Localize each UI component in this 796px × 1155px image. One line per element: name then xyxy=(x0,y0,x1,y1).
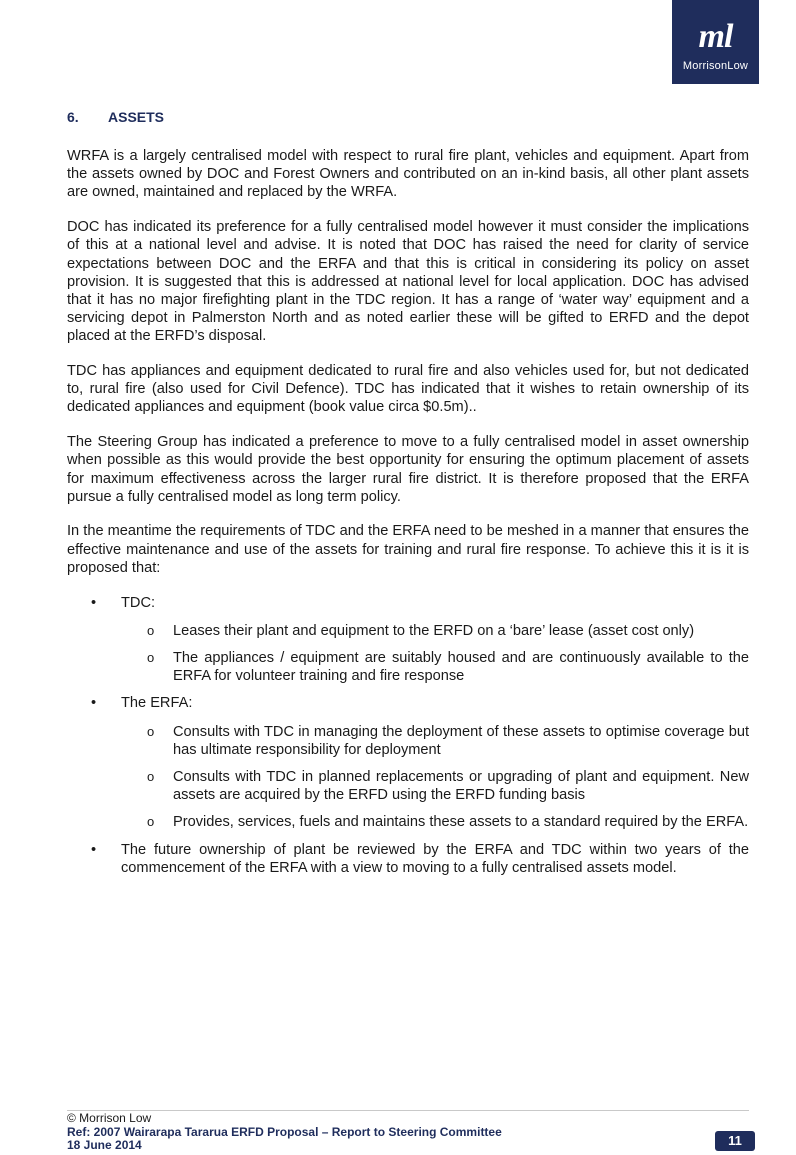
section-title: ASSETS xyxy=(108,109,165,125)
circle-bullet-icon: o xyxy=(147,649,155,665)
footer-copyright: © Morrison Low xyxy=(67,1111,152,1125)
bullet-icon: • xyxy=(91,695,97,712)
list-item-label: TDC: xyxy=(121,594,156,611)
paragraph: The Steering Group has indicated a preference to move to a fully centralised model in asset ownership when possible as this would provide the best opportunity for ensuring the optimum placement of assets for maximum effectiveness across the larger rural fire district. It is therefore proposed that the ERFA pursue a fully centralised model as long term policy. xyxy=(67,434,749,505)
paragraph: TDC has appliances and equipment dedicated to rural fire and also vehicles used for, but not dedicated to, rural fire (also used for Civil Defence). TDC has indicated that it wishes to retain ownership of its dedicated appliances and equipment (book value circa $0.5m).. xyxy=(67,363,749,416)
circle-bullet-icon: o xyxy=(147,723,155,739)
page-footer xyxy=(67,1112,502,1153)
sub-list-item xyxy=(121,723,749,759)
bullet-icon: • xyxy=(91,841,97,858)
list-item-label: The ERFA: xyxy=(121,695,193,712)
list-item xyxy=(67,694,749,831)
sub-list xyxy=(121,723,749,832)
bullet-icon: • xyxy=(91,594,97,611)
sub-list xyxy=(121,622,749,686)
logo-wordmark: MorrisonLow xyxy=(682,60,749,72)
sub-list-item-text: Provides, services, fuels and maintains these assets to a standard required by the ERFA. xyxy=(173,814,749,831)
logo-mark: ml xyxy=(698,18,733,55)
circle-bullet-icon: o xyxy=(147,768,155,784)
footer-reference: Ref: 2007 Wairarapa Tararua ERFD Proposal – Report to Steering Committee xyxy=(67,1124,502,1139)
sub-list-item-text: Consults with TDC in planned replacements or upgrading of plant and equipment. New assets are acquired by the ERFD using the ERFD funding basis xyxy=(173,768,749,804)
section-heading xyxy=(67,109,164,125)
paragraph: In the meantime the requirements of TDC and the ERFA need to be meshed in a manner that ensures the effective maintenance and use of the assets for training and rural fire response. To achieve this it is it is proposed that: xyxy=(67,523,749,576)
paragraph: WRFA is a largely centralised model with respect to rural fire plant, vehicles and equipment. Apart from the assets owned by DOC and Forest Owners and contributed on an in-kind basis, all other plant assets are owned, maintained and replaced by the WRFA. xyxy=(67,148,749,201)
section-number: 6. xyxy=(67,109,79,125)
sub-list-item-text: The appliances / equipment are suitably housed and are continuously available to the ERFA for volunteer training and fire response xyxy=(173,649,749,685)
list-item-label: The future ownership of plant be reviewed by the ERFA and TDC within two years of the commencement of the ERFA with a view to moving to a fully centralised assets model. xyxy=(121,841,749,876)
paragraph: DOC has indicated its preference for a fully centralised model however it must consider the implications of this at a national level and advise. It is noted that DOC has raised the need for clarity of service expectations between DOC and the ERFA and that this is critical in considering its policy on asset provision. It is suggested that this is addressed at national level for local application. DOC has advised that it has no major firefighting plant in the TDC region. It has a range of ‘water way’ equipment and a servicing depot in Palmerston North and as noted earlier these will be gifted to ERFD and the depot placed at the ERFD’s disposal. xyxy=(67,219,749,345)
sub-list-item xyxy=(121,813,749,831)
page-number: 11 xyxy=(715,1131,755,1151)
sub-list-item xyxy=(121,649,749,685)
sub-list-item-text: Leases their plant and equipment to the ERFD on a ‘bare’ lease (asset cost only) xyxy=(173,622,695,639)
document-body xyxy=(67,147,749,885)
list-item xyxy=(67,841,749,877)
circle-bullet-icon: o xyxy=(147,622,155,638)
footer-date: 18 June 2014 xyxy=(67,1138,142,1152)
morrisonlow-logo xyxy=(672,0,759,84)
list-item xyxy=(67,594,749,686)
sub-list-item xyxy=(121,768,749,804)
footer-divider xyxy=(67,1110,749,1111)
sub-list-item xyxy=(121,622,749,640)
proposal-list xyxy=(67,594,749,877)
circle-bullet-icon: o xyxy=(147,814,155,830)
sub-list-item-text: Consults with TDC in managing the deployment of these assets to optimise coverage but has ultimate responsibility for deployment xyxy=(173,723,749,758)
